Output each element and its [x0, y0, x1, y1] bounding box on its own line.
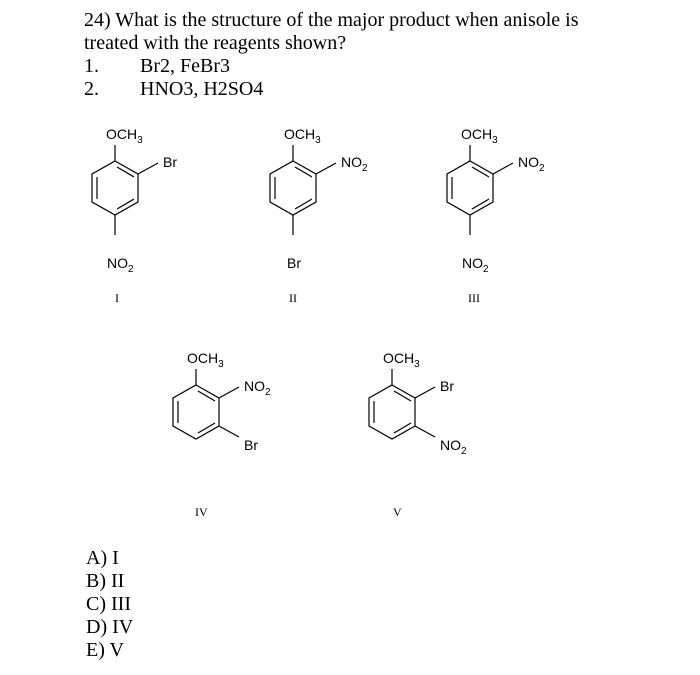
choice-d[interactable]: D) IV [86, 616, 134, 638]
structure-I [92, 126, 177, 275]
choice-b[interactable]: B) II [86, 570, 125, 592]
structure-V-top-label: $OCH_3$ [383, 350, 420, 370]
reagent-2-text: HNO3, H2SO4 [140, 78, 264, 100]
choice-a[interactable]: A) I [86, 547, 119, 569]
structure-III-para-label: $NO_2$ [462, 255, 489, 275]
structure-I-para-label: $NO_2$ [107, 255, 134, 275]
roman-label-II: II [289, 291, 297, 305]
structure-II-para-label: Br [287, 255, 301, 271]
structure-IV [173, 350, 271, 453]
structure-III-ortho-label: $NO_2$ [518, 154, 545, 174]
structure-II-ortho-label: $NO_2$ [341, 154, 368, 174]
structure-III [447, 126, 545, 275]
roman-label-I: I [115, 291, 119, 305]
structure-IV-ortho-label: $NO_2$ [244, 378, 271, 398]
structure-IV-meta-label: Br [244, 437, 258, 453]
structure-V [369, 350, 467, 457]
structure-V-meta-label: $NO_2$ [440, 437, 467, 457]
reagent-2-number: 2. [84, 78, 99, 100]
choice-e[interactable]: E) V [86, 639, 124, 661]
roman-label-III: III [468, 291, 480, 305]
question-line-2: treated with the reagents shown? [84, 32, 347, 54]
reagent-1-text: Br2, FeBr3 [140, 55, 230, 77]
structure-I-ortho-label: Br [163, 154, 177, 170]
roman-label-IV: IV [195, 505, 208, 519]
structure-I-top-label: $OCH_3$ [106, 126, 143, 146]
structure-IV-top-label: $OCH_3$ [187, 350, 224, 370]
reagent-1-number: 1. [84, 55, 99, 77]
structure-V-ortho-label: Br [440, 378, 454, 394]
question-line-1: 24) What is the structure of the major product when anisole is [84, 9, 579, 31]
roman-label-V: V [393, 505, 402, 519]
structure-III-top-label: $OCH_3$ [461, 126, 498, 146]
structure-II [270, 126, 368, 271]
structure-II-top-label: $OCH_3$ [284, 126, 321, 146]
choice-c[interactable]: C) III [86, 593, 131, 615]
